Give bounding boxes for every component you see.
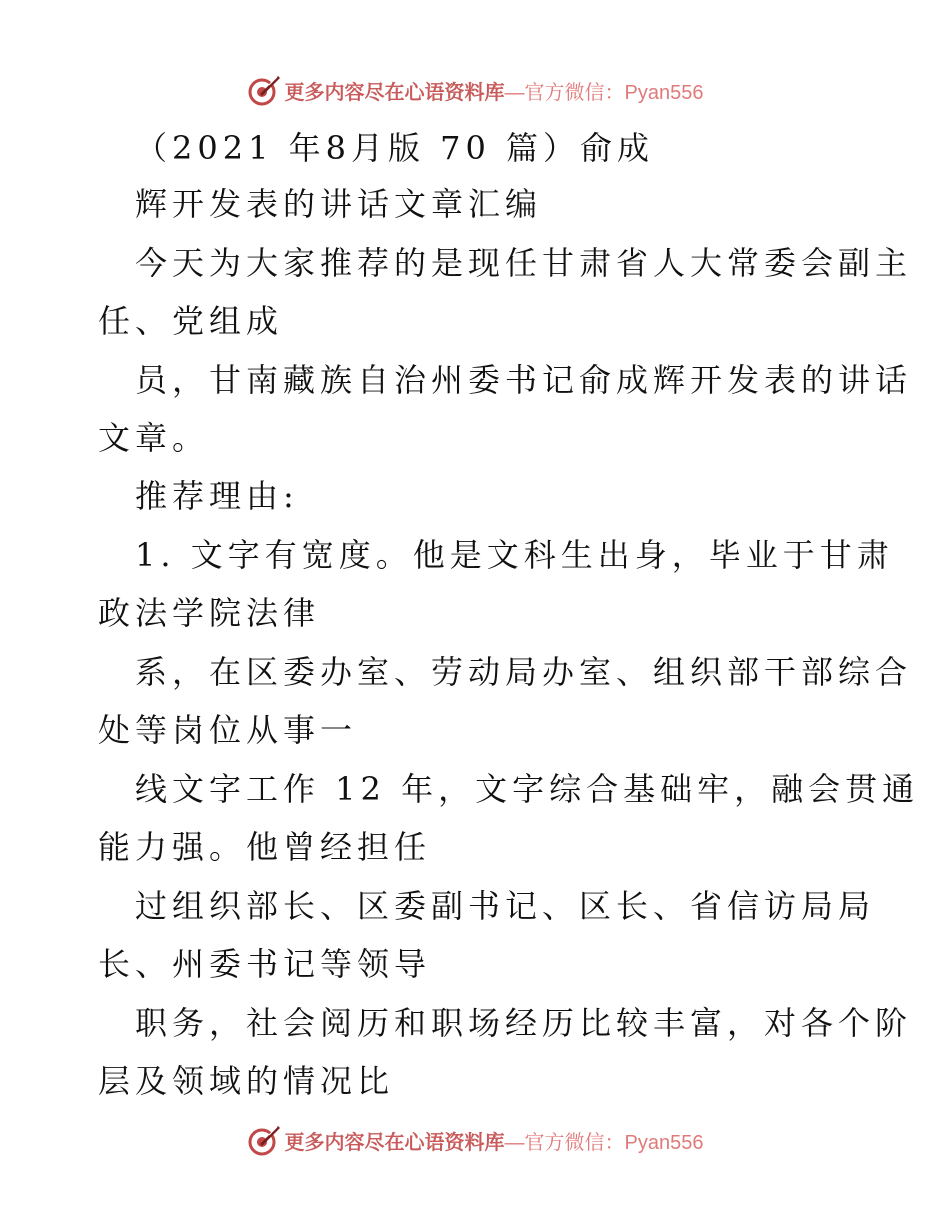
body-line: 政法学院法律 xyxy=(98,594,321,632)
body-line: 推荐理由: xyxy=(135,477,299,515)
body-line: 处等岗位从事一 xyxy=(98,711,358,749)
header-wechat-text: —官方微信：Pyan556 xyxy=(504,81,704,104)
body-line: （2021 年8月版 70 篇）俞成 xyxy=(135,129,655,167)
footer-brand-text: 更多内容尽在心语资料库 xyxy=(284,1129,505,1154)
body-line: 过组织部长、区委副书记、区长、省信访局局 xyxy=(135,887,876,925)
body-line: 辉开发表的讲话文章汇编 xyxy=(135,185,543,223)
body-line: 今天为大家推荐的是现任甘肃省人大常委会副主 xyxy=(135,244,913,282)
body-line: 线文字工作 12 年，文字综合基础牢，融会贯通 xyxy=(135,770,920,808)
footer-watermark xyxy=(0,1120,950,1160)
body-line: 任、党组成 xyxy=(98,302,284,340)
body-line: 能力强。他曾经担任 xyxy=(98,828,432,866)
quill-logo-icon xyxy=(247,73,281,107)
body-line: 长、州委书记等领导 xyxy=(98,945,432,983)
body-line: 层及领域的情况比 xyxy=(98,1062,395,1100)
footer-wechat-text: —官方微信：Pyan556 xyxy=(504,1131,704,1154)
body-line: 职务，社会阅历和职场经历比较丰富，对各个阶 xyxy=(135,1004,913,1042)
body-line: 系，在区委办室、劳动局办室、组织部干部综合 xyxy=(135,653,913,691)
header-watermark xyxy=(0,70,950,110)
body-line: 文章。 xyxy=(98,419,210,457)
body-line: 员，甘南藏族自治州委书记俞成辉开发表的讲话 xyxy=(135,361,913,399)
header-brand-text: 更多内容尽在心语资料库 xyxy=(284,79,505,104)
body-line: 1. 文字有宽度。他是文科生出身，毕业于甘肃 xyxy=(135,536,894,574)
quill-logo-icon xyxy=(247,1123,281,1157)
